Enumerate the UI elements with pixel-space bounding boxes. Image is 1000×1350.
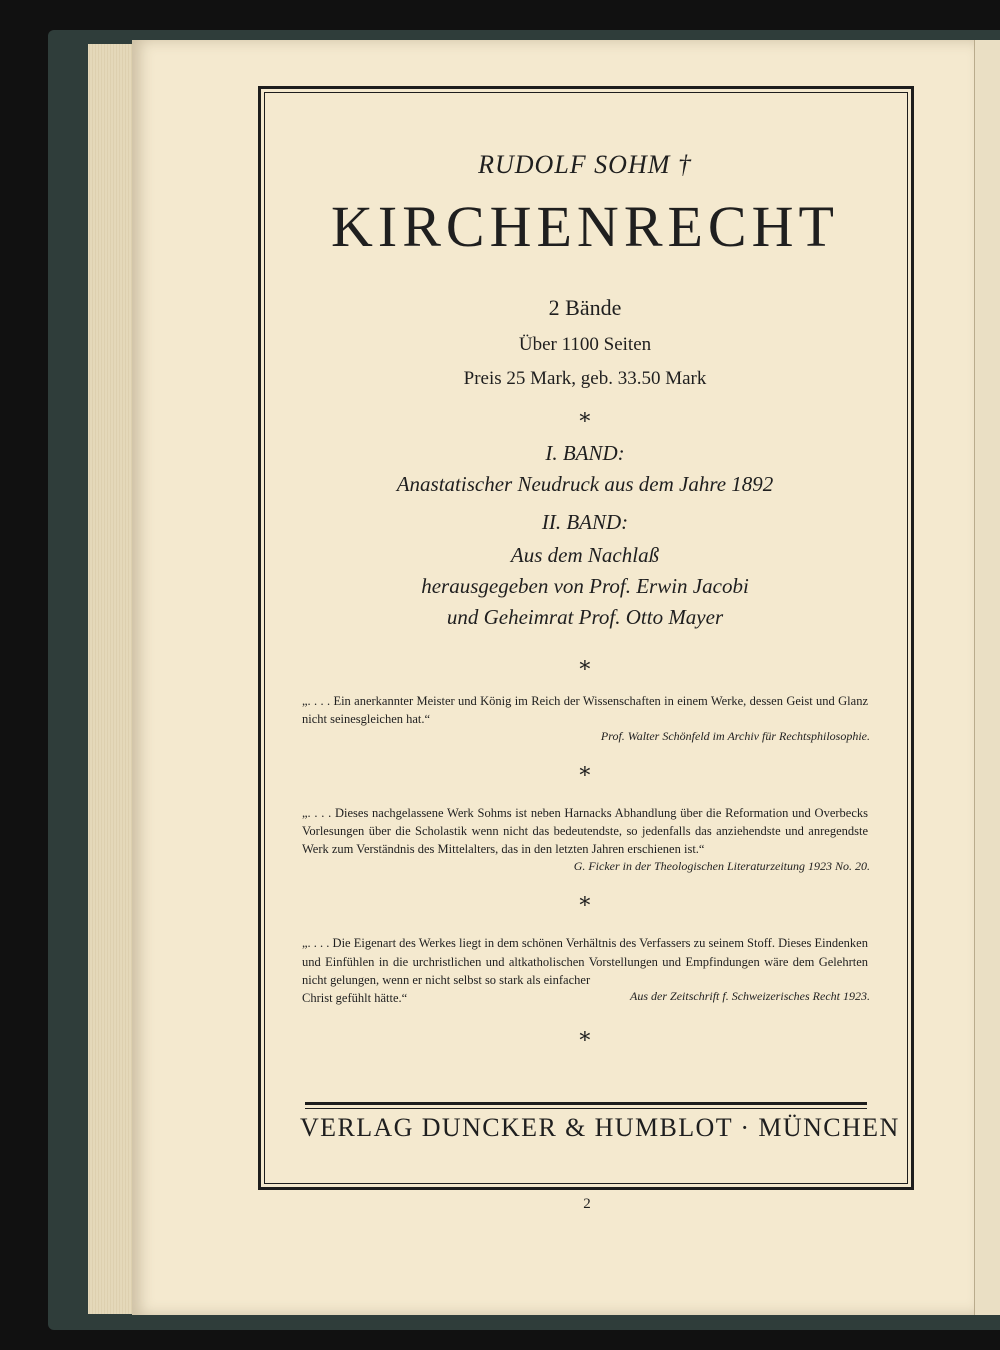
volume-count: 2 Bände <box>548 295 622 320</box>
page-count: Über 1100 Seiten <box>518 333 652 355</box>
asterisk-divider: ∗ <box>577 651 593 677</box>
band-2-line-3: und Geheimrat Prof. Otto Mayer <box>446 605 724 630</box>
asterisk-divider: ∗ <box>577 403 593 429</box>
quote-text: „. . . . Die Eigenart des Werkes liegt in dem schönen Verhältnis des Verfassers zu seinem Stoff. Dieses Eindenken und Einfühlen in die urchristlichen und altkatholischen Vorstellungen und Empfindungen wäre dem Gelehrten nicht gelungen, wenn er nicht selbst so stark als einfacher <box>302 936 868 987</box>
review-quote <box>300 804 870 874</box>
quote-text-end: Christ gefühlt hätte.“ <box>302 990 408 1005</box>
review-quote <box>300 934 870 1007</box>
band-1-heading: I. BAND: <box>545 440 625 465</box>
review-quote <box>300 692 870 744</box>
asterisk-divider: ∗ <box>577 888 593 914</box>
book-title: KIRCHENRECHT <box>331 194 839 259</box>
quote-source: G. Ficker in der Theologischen Literaturzeitung 1923 No. 20. <box>573 859 870 874</box>
quote-text: „. . . . Ein anerkannter Meister und König im Reich der Wissenschaften in einem Werke, dessen Geist und Glanz nicht seinesgleichen hat.“ <box>302 693 868 726</box>
band-1-description: Anastatischer Neudruck aus dem Jahre 1892 <box>396 472 774 497</box>
page-edges <box>88 44 138 1314</box>
author-name: RUDOLF SOHM † <box>478 150 692 179</box>
asterisk-divider: ∗ <box>577 1022 593 1048</box>
quote-source: Prof. Walter Schönfeld im Archiv für Rechtsphilosophie. <box>600 729 870 743</box>
asterisk-divider: ∗ <box>577 758 593 783</box>
band-2-heading: II. BAND: <box>541 509 629 534</box>
price: Preis 25 Mark, geb. 33.50 Mark <box>463 368 707 390</box>
quote-source: Aus der Zeitschrift f. Schweizerisches Recht 1923. <box>630 988 870 1003</box>
publisher-rule-thick <box>305 1102 867 1105</box>
quote-last-line <box>300 989 870 1007</box>
page-number: 2 <box>583 1196 591 1212</box>
facing-page-edge <box>974 40 1000 1315</box>
publisher-line: VERLAG DUNCKER & HUMBLOT · MÜNCHEN <box>300 1113 900 1142</box>
advertisement-content <box>300 140 870 1055</box>
band-2-line-1: Aus dem Nachlaß <box>510 542 660 567</box>
quote-text: „. . . . Dieses nachgelassene Werk Sohms ist neben Harnacks Abhandlung über die Reformation und Overbecks Vorlesungen über die Scholastik wenn nicht das bedeutendste, so jedenfalls das anziehendste und anregendste Werk zum Verständnis des Mittelalters, das in den letzten Jahren erschienen ist.“ <box>302 806 868 857</box>
publisher-rule-thin <box>305 1108 867 1109</box>
band-2-line-2: herausgegeben von Prof. Erwin Jacobi <box>421 574 749 599</box>
